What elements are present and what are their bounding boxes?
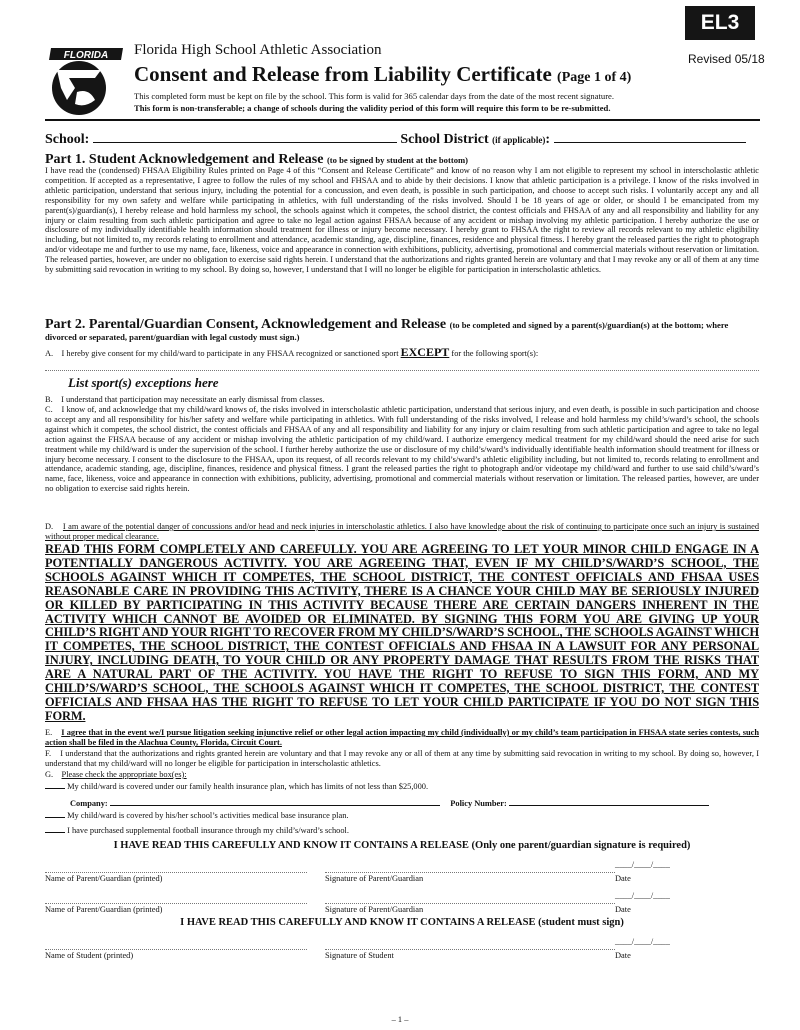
student-date-label: Date [615, 951, 631, 960]
page-label: (Page 1 of 4) [557, 70, 632, 85]
parent2-signature-label: Signature of Parent/Guardian [325, 905, 424, 914]
item-g [45, 770, 187, 779]
item-a-text: I hereby give consent for my child/ward to participate in any FHSAA recognized or sanctioned sport [61, 349, 399, 358]
release-warning: READ THIS FORM COMPLETELY AND CAREFULLY. YOU ARE AGREEING TO LET YOUR MINOR CHILD ENGAGE IN A POTENTIALLY DANGEROUS ACTIVITY. YOU ARE AGREEING THAT, EVEN IF MY CHILD’S/WARD’S SCHOOL, THE SCHOOLS AGAINST WHICH IT COMPETES, THE SCHOOL DISTRICT, THE CONTEST OFFICIALS AND FHSAA USES REASONABLE CARE IN PROVIDING THIS ACTIVITY, THERE IS A CHANCE YOUR CHILD MAY BE SERIOUSLY INJURED OR KILLED BY PARTICIPATING IN THIS ACTIVITY BECAUSE THERE ARE CERTAIN DANGERS INHERENT IN THE ACTIVITY WHICH CANNOT BE AVOIDED OR ELIMINATED. BY SIGNING THIS FORM YOU ARE GIVING UP YOUR CHILD’S RIGHT AND YOUR RIGHT TO RECOVER FROM MY CHILD’S/WARD’S SCHOOL, THE SCHOOLS AGAINST WHICH IT COMPETES, THE SCHOOL DISTRICT, THE CONTEST OFFICIALS AND FHSAA IN A LAWSUIT FOR ANY PERSONAL INJURY, INCLUDING DEATH, TO YOUR CHILD OR ANY PROPERTY DAMAGE THAT RESULTS FROM THE RISKS THAT ARE A NATURAL PART OF THE ACTIVITY. YOU HAVE THE RIGHT TO REFUSE TO SIGN THIS FORM, AND MY CHILD’S/WARD’S SCHOOL, THE SCHOOLS AGAINST WHICH IT COMPETES, THE SCHOOL DISTRICT, THE CONTEST OFFICIALS AND FHSAA HAS THE RIGHT TO REFUSE TO LET YOUR CHILD PARTICIPATE IF YOU DO NOT SIGN THIS FORM. [45, 542, 759, 723]
option-football-insurance-checkbox[interactable] [45, 832, 65, 833]
student-date-input[interactable]: ____/____/____ [615, 937, 670, 946]
student-signature-label: Signature of Student [325, 951, 394, 960]
option-school-insurance [45, 811, 349, 820]
item-c [45, 405, 759, 494]
company-input[interactable] [110, 797, 440, 806]
item-a-label: A. [45, 349, 54, 358]
item-d-text: I am aware of the potential danger of concussions and/or head and neck injuries in interscholastic athletics. I also have knowledge about the risk of continuing to participate once such an injury is sustained without proper medical clearance. [45, 522, 760, 541]
school-district-note: (if applicable) [492, 135, 546, 145]
policy-number-label: Policy Number: [450, 799, 507, 808]
item-f [45, 749, 759, 769]
option-family-insurance-checkbox[interactable] [45, 788, 65, 789]
parent-signature-row-2 [45, 891, 759, 917]
parent2-name-input[interactable] [45, 891, 307, 904]
parent-release-heading: I HAVE READ THIS CAREFULLY AND KNOW IT CONTAINS A RELEASE (Only one parent/guardian signature is required) [113, 840, 691, 851]
sport-exceptions-input[interactable] [45, 360, 759, 371]
part1-title: Part 1. Student Acknowledgement and Release [45, 152, 324, 167]
parent2-date-input[interactable]: ____/____/____ [615, 891, 670, 900]
school-district-input[interactable] [554, 130, 746, 143]
part2-note: (to be completed and signed by a parent(s)/guardian(s) at the bottom; where divorced or separated, parent/guardian with legal custody must sign.) [45, 320, 729, 342]
parent-date-label: Date [615, 874, 631, 883]
parent-signature-input[interactable] [325, 860, 615, 873]
student-signature-input[interactable] [325, 937, 615, 950]
part2-heading [45, 319, 759, 343]
item-b-label: B. [45, 395, 53, 404]
item-f-text: I understand that the authorizations and rights granted herein are voluntary and that I may revoke any or all of them at any time by submitting said revocation in writing to my school. By doing so, however, I understand that my child/ward will no longer be eligible for participation in interscholastic athletics. [45, 749, 760, 768]
parent-signature-label: Signature of Parent/Guardian [325, 874, 424, 883]
item-g-label: G. [45, 770, 54, 779]
item-c-label: C. [45, 405, 53, 414]
option-school-insurance-text: My child/ward is covered by his/her school’s activities medical base insurance plan. [67, 811, 349, 820]
parent-date-input[interactable]: ____/____/____ [615, 860, 670, 869]
item-b-text: I understand that participation may necessitate an early dismissal from classes. [61, 395, 325, 404]
option-football-insurance-text: I have purchased supplemental football insurance through my child’s/ward’s school. [67, 826, 349, 835]
item-a-tail: for the following sport(s): [451, 349, 539, 358]
school-label: School: [45, 132, 90, 147]
form-title [134, 62, 631, 87]
item-e-label: E. [45, 728, 53, 737]
item-e-text: I agree that in the event we/I pursue litigation seeking injunctive relief or other legal action impacting my child (individually) or my child’s team participation in FHSAA state series contests, such action shall be filed in the Alachua County, Florida, Circuit Court. [45, 728, 759, 747]
header-divider [45, 119, 760, 121]
transfer-note: This form is non-transferable; a change of schools during the validity period of this form will require this form to be re-submitted. [134, 103, 611, 113]
item-f-label: F. [45, 749, 52, 758]
item-d [45, 522, 759, 542]
option-football-insurance [45, 826, 349, 835]
parent2-date-label: Date [615, 905, 631, 914]
parent-name-input[interactable] [45, 860, 307, 873]
parent2-signature-input[interactable] [325, 891, 615, 904]
validity-note: This completed form must be kept on file by the school. This form is valid for 365 calendar days from the date of the most recent signature. [134, 91, 615, 101]
item-d-label: D. [45, 522, 54, 531]
company-policy-line [70, 797, 709, 808]
item-a [45, 345, 538, 360]
company-label: Company: [70, 799, 108, 808]
parent2-name-label: Name of Parent/Guardian (printed) [45, 905, 163, 914]
parent-signature-row-1 [45, 860, 759, 886]
part1-text: I have read the (condensed) FHSAA Eligibility Rules printed on Page 4 of this “Consent and Release Certificate” and know of no reason why I am not eligible to represent my school in interscholastic athletic competition. If accepted as a representative, I agree to follow the rules of my school and FHSAA and to abide by their decisions. I know that athletic participation is a privilege. I know of the risks involved in athletic participation, understand that serious injury, including the potential for a concussion, and even death, is possible in such participation, and choose to accept such risks. I voluntarily accept any and all responsibility for my own safety and welfare while participating in athletics, with full understanding of the risks involved. Should I be 18 years of age or older, or should I be emancipated from my parent(s)/guardian(s), I hereby release and hold harmless my school, the schools against which it competes, the school district, the contest officials and FHSAA of any and all responsibility and liability for any injury or claim resulting from such athletic participation and agree to take no legal action against FHSAA because of any accident or mishap involving my athletic participation. I hereby authorize the use or disclosure of my individually identifiable health information should treatment for illness or injury become necessary. I hereby grant to FHSAA the right to review all records relevant to my athletic eligibility including, but not limited to, my records relating to enrollment and attendance, academic standing, age, discipline, finances, residence and physical fitness. I hereby grant the released parties the right to photograph and/or videotape me and further to use my name, face, likeness, voice and appearance in connection with exhibitions, publicity, advertising, promotional and commercial materials without reservation or limitation. The released parties, however, are under no obligation to exercise said rights herein. I understand that the authorizations and rights granted herein are voluntary and that I may revoke any or all of them at any time by submitting said revocation in writing to my school. By doing so, however, I understand that I will no longer be eligible for participation in interscholastic athletics. [45, 166, 759, 275]
option-family-insurance [45, 782, 428, 791]
option-family-insurance-text: My child/ward is covered under our family health insurance plan, which has limits of not less than $25,000. [67, 782, 429, 791]
organization-name: Florida High School Athletic Association [134, 42, 382, 58]
student-name-input[interactable] [45, 937, 307, 950]
student-name-label: Name of Student (printed) [45, 951, 134, 960]
item-e [45, 728, 759, 748]
logo-text: FLORIDA [63, 50, 109, 61]
school-line [45, 130, 746, 148]
fhsaa-logo [45, 44, 125, 116]
item-c-text: I know of, and acknowledge that my child/ward knows of, the risks involved in interscholastic athletic participation, understand that serious injury, and even death, is possible in such participation and choose to accept any and all responsibility for his/her safety and welfare while participating in athletics. With full understanding of the risks involved, I release and hold harmless my child’s/ward’s school, the schools against which it competes, the school district, the contest officials and FHSAA of any and all responsibility and liability for any injury or claim resulting from such athletic participation and agree to take no legal action against the FHSAA because of any accident or mishap involving the athletic participation of my child/ward. I authorize emergency medical treatment for my child/ward should the need arise for such treatment while my child/ward is under the supervision of the school. I further hereby authorize the use or disclosure of my child’s/ward’s individually identifiable health information should treatment for illness or injury become necessary. I consent to the disclosure to the FHSAA, upon its request, of all records relevant to my child’s/ward’s athletic eligibility including, but not limited to, records relating to enrollment and attendance, academic standing, age, discipline, finances, residence and physical fitness. I grant the released parties the right to photograph and/or videotape my child/ward and further to use said child’s/ward’s name, face, likeness, voice and appearance in connection with exhibitions, publicity, advertising, promotional and commercial materials without reservation or limitation. The released parties, however, are under no obligation to exercise said rights herein. [45, 405, 760, 494]
part2-title: Part 2. Parental/Guardian Consent, Acknowledgement and Release [45, 317, 447, 332]
form-title-text: Consent and Release from Liability Certificate [134, 62, 552, 86]
school-district-colon: : [545, 132, 551, 147]
page-number: – 1 – [391, 1015, 409, 1024]
school-district-label: School District [400, 132, 489, 147]
school-input[interactable] [93, 130, 397, 143]
exceptions-label: List sport(s) exceptions here [68, 375, 219, 390]
revision-date: Revised 05/18 [688, 52, 765, 66]
item-b [45, 395, 325, 404]
student-signature-row [45, 937, 759, 963]
except-label: EXCEPT [400, 345, 450, 359]
policy-number-input[interactable] [509, 797, 709, 806]
part1-note: (to be signed by student at the bottom) [326, 155, 469, 165]
parent-name-label: Name of Parent/Guardian (printed) [45, 874, 163, 883]
student-release-heading: I HAVE READ THIS CAREFULLY AND KNOW IT CONTAINS A RELEASE (student must sign) [180, 917, 624, 928]
form-code-badge: EL3 [685, 6, 755, 40]
item-g-text: Please check the appropriate box(es): [61, 770, 187, 779]
option-school-insurance-checkbox[interactable] [45, 817, 65, 818]
